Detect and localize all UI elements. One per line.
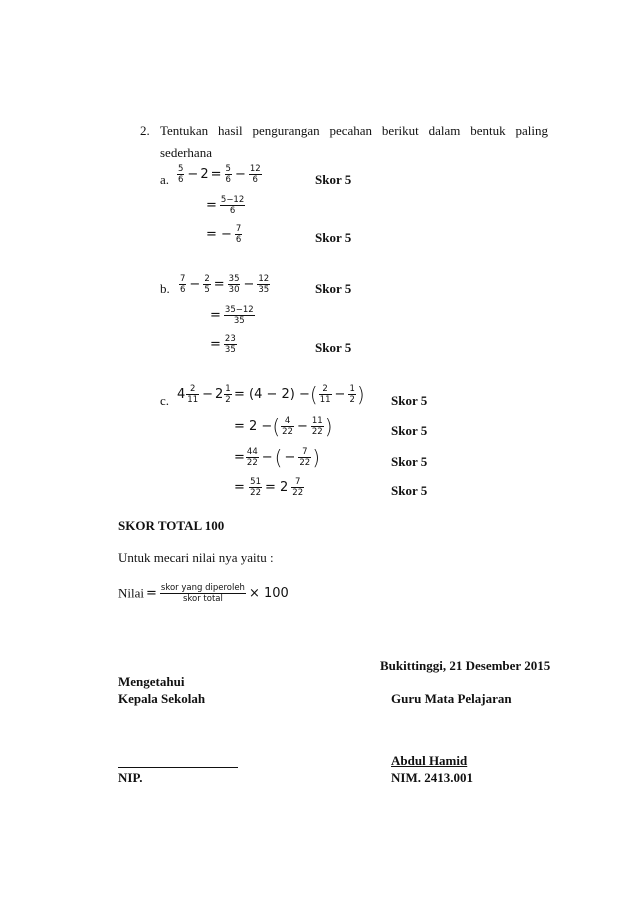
- word: dalam: [428, 123, 461, 138]
- fraction: $\frac{2}{11}$: [319, 384, 331, 405]
- word: berikut: [381, 123, 419, 138]
- fraction: $\frac{5}{6}$: [178, 164, 184, 185]
- part-c-skor4: Skor 5: [391, 483, 428, 498]
- word: pengurangan: [252, 123, 320, 138]
- word: bentuk: [470, 123, 506, 138]
- part-a-label: a.: [160, 172, 170, 187]
- fraction: $\frac{\text{skor yang diperoleh}}{\text{skor total}}$: [160, 583, 245, 604]
- part-a-skor1: Skor 5: [315, 172, 352, 187]
- part-c-line1: 4 $\frac{2}{11}$ − 2 $\frac{1}{2}$: [177, 384, 231, 405]
- untuk-text: Untuk mecari nilai nya yaitu :: [118, 550, 274, 565]
- fraction: $\frac{1}{2}$: [225, 384, 231, 405]
- question-text-line2: sederhana: [160, 145, 212, 160]
- fraction: $\frac{4}{22}$: [282, 416, 293, 437]
- part-b-label: b.: [160, 281, 170, 296]
- part-a-skor2: Skor 5: [315, 230, 352, 245]
- word: pecahan: [329, 123, 373, 138]
- fraction: $\frac{7}{6}$: [235, 224, 242, 245]
- fraction: $\frac{11}{22}$: [311, 416, 323, 437]
- part-b-line3: = $\frac{23}{35}$: [210, 334, 236, 355]
- part-a-line2: = $\frac{5-12}{6}$: [206, 195, 245, 216]
- part-b-line2: = $\frac{35-12}{35}$: [210, 305, 254, 326]
- part-c-line4: = $\frac{51}{22}$ = 2 $\frac{7}{22}$: [234, 477, 304, 498]
- word: hasil: [218, 123, 243, 138]
- fraction: $\frac{12}{6}$: [249, 164, 261, 185]
- part-c-skor3: Skor 5: [391, 454, 428, 469]
- question-number: 2.: [140, 123, 150, 138]
- fraction: $\frac{7}{22}$: [292, 477, 304, 498]
- fraction: $\frac{1}{2}$: [349, 384, 355, 405]
- part-c-label: c.: [160, 393, 170, 408]
- fraction: $\frac{35-12}{35}$: [224, 305, 254, 326]
- part-c-line1-rhs: = (4 − 2) −( $\frac{2}{11}$ − $\frac{1}{2}$ ): [234, 382, 365, 407]
- question-text-line1: [160, 123, 548, 139]
- fraction: $\frac{2}{11}$: [187, 384, 199, 405]
- fraction: $\frac{23}{35}$: [224, 334, 236, 355]
- guru-mata-pelajaran: Guru Mata Pelajaran: [391, 691, 512, 706]
- part-c-line3: = $\frac{44}{22}$ − ( − $\frac{7}{22}$ ): [234, 445, 320, 470]
- nim-label: NIM. 2413.001: [391, 770, 473, 785]
- fraction: $\frac{35}{30}$: [228, 274, 240, 295]
- part-b-skor2: Skor 5: [315, 340, 352, 355]
- nip-label: NIP.: [118, 770, 143, 785]
- signature-line: [118, 767, 238, 768]
- fraction: $\frac{51}{22}$: [250, 477, 261, 498]
- nilai-formula: Nilai = $\frac{\text{skor yang diperoleh}}{\text{skor total}}$ × 100: [118, 583, 289, 604]
- place-date: Bukittinggi, 21 Desember 2015: [380, 658, 551, 673]
- word: Tentukan: [160, 123, 209, 138]
- part-c-skor1: Skor 5: [391, 393, 428, 408]
- fraction: $\frac{5-12}{6}$: [220, 195, 245, 216]
- mengetahui: Mengetahui: [118, 674, 185, 689]
- fraction: $\frac{2}{5}$: [204, 274, 210, 295]
- fraction: $\frac{44}{22}$: [246, 447, 258, 468]
- fraction: $\frac{12}{35}$: [258, 274, 270, 295]
- part-a-line3: = − $\frac{7}{6}$: [206, 224, 242, 245]
- part-b-line1: $\frac{7}{6}$ − $\frac{2}{5}$ = $\frac{35}{30}$ − $\frac{12}{35}$: [180, 274, 270, 295]
- part-b-skor1: Skor 5: [315, 281, 352, 296]
- fraction: $\frac{7}{6}$: [180, 274, 186, 295]
- part-a-line1: $\frac{5}{6}$ − 2 = $\frac{5}{6}$ − $\frac{12}{6}$: [178, 164, 261, 185]
- part-c-skor2: Skor 5: [391, 423, 428, 438]
- fraction: $\frac{7}{22}$: [299, 447, 311, 468]
- signer-name: Abdul Hamid: [391, 753, 468, 768]
- fraction: $\frac{5}{6}$: [225, 164, 231, 185]
- part-c-line2: = 2 −( $\frac{4}{22}$ − $\frac{11}{22}$ ): [234, 414, 333, 439]
- word: paling: [515, 123, 548, 138]
- kepala-sekolah: Kepala Sekolah: [118, 691, 206, 706]
- skor-total: SKOR TOTAL 100: [118, 518, 225, 533]
